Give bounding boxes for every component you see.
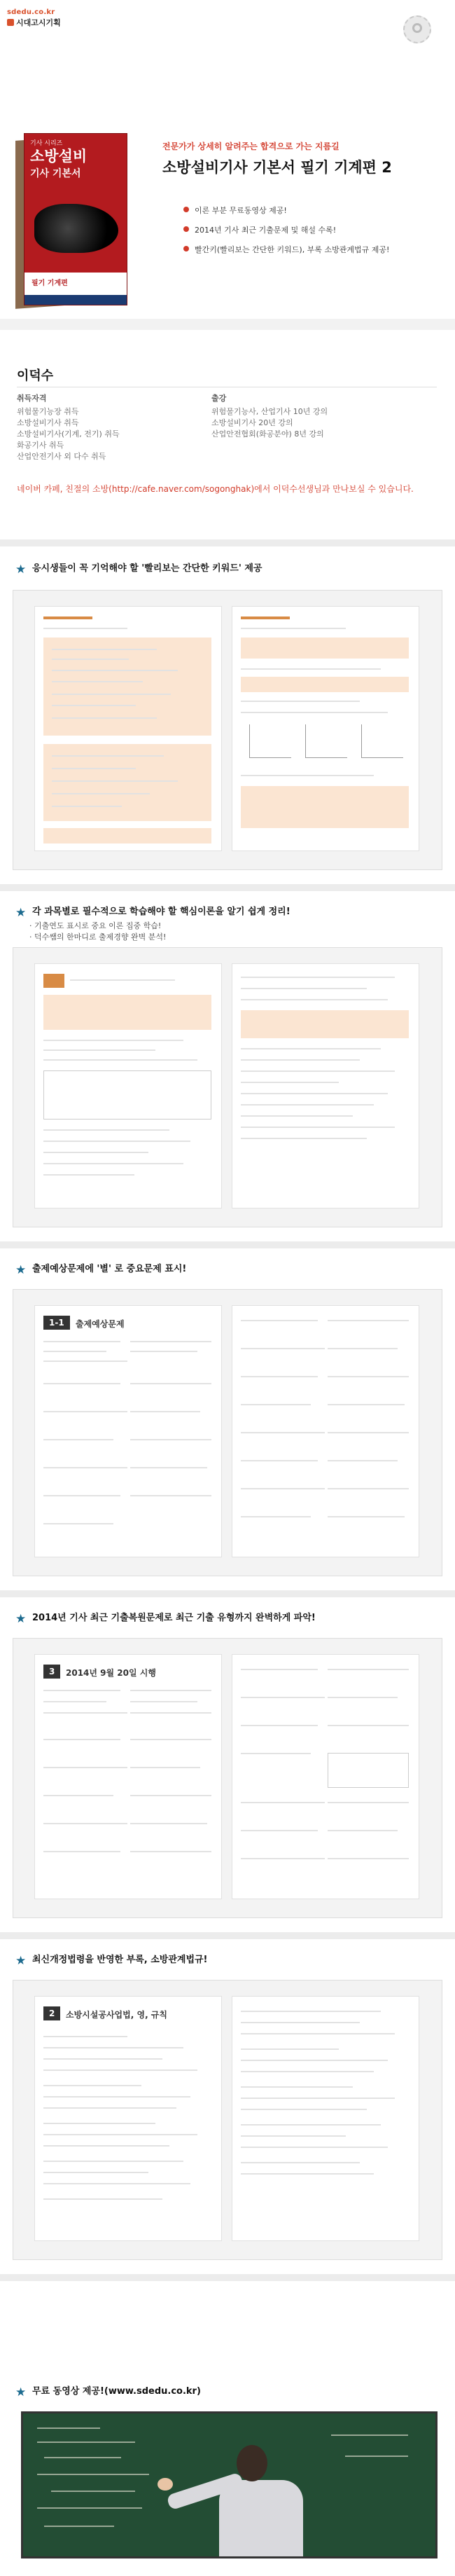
seal-icon xyxy=(403,15,431,43)
preview-page-right xyxy=(232,1996,419,2241)
lecture-item: 산업안전협회(화공분야) 8년 강의 xyxy=(211,429,324,439)
lectures-heading: 출강 xyxy=(211,394,227,403)
section-bullet: · 기출연도 표시로 중요 이론 집중 학습! xyxy=(29,921,162,930)
feature-item: 빨간키(빨리보는 간단한 키워드), 부록 소방관계법규 제공! xyxy=(183,244,449,255)
section-title: ★ 2014년 기사 최근 기출복원문제로 최근 기출 유형까지 완벽하게 파악! xyxy=(15,1612,316,1626)
section-title: ★ 무료 동영상 제공!(www.sdedu.co.kr) xyxy=(15,2385,201,2399)
preview-page-left xyxy=(34,1305,222,1557)
preview-page-left xyxy=(34,963,222,1208)
brand-logo[interactable] xyxy=(7,8,98,28)
credential-item: 산업안전기사 외 다수 취득 xyxy=(17,452,106,461)
section-divider xyxy=(0,1590,455,1597)
teacher xyxy=(219,2480,303,2558)
book-cover xyxy=(15,133,127,308)
preview-page-right xyxy=(232,606,419,851)
section-bullets xyxy=(29,921,166,943)
author-lectures xyxy=(211,392,435,440)
brand-mark-icon xyxy=(7,19,14,26)
credential-item: 소방설비기사(기계, 전기) 취득 xyxy=(17,429,120,439)
lecture-item: 소방설비기사 20년 강의 xyxy=(211,418,293,427)
section-divider xyxy=(0,1932,455,1939)
star-icon: ★ xyxy=(15,1263,27,1277)
feature-list xyxy=(183,205,449,263)
author-name: 이덕수 xyxy=(17,369,54,383)
credential-item: 위험물기능장 취득 xyxy=(17,407,79,416)
chapter-label: 출제예상문제 xyxy=(76,1319,125,1329)
star-icon: ★ xyxy=(15,563,27,577)
section-divider xyxy=(0,539,455,546)
credentials-heading: 취득자격 xyxy=(17,394,47,403)
brand-url: sdedu.co.kr xyxy=(7,8,55,16)
credential-item: 소방설비기사 취득 xyxy=(17,418,79,427)
star-icon: ★ xyxy=(15,1612,27,1626)
section-title: ★ 각 과목별로 필수적으로 학습해야 할 핵심이론을 알기 쉽게 정리! xyxy=(15,906,290,920)
book-footer xyxy=(24,273,127,305)
headline-title: 소방설비기사 기본서 필기 기계편 2 xyxy=(162,159,392,176)
section-title: ★ 응시생들이 꼭 기억해야 할 '빨리보는 간단한 키워드' 제공 xyxy=(15,563,262,577)
preview-page-right xyxy=(232,963,419,1208)
headline-tagline: 전문가가 상세히 알려주는 합격으로 가는 지름길 xyxy=(162,142,340,151)
feature-item: 이론 부분 무료동영상 제공! xyxy=(183,205,449,216)
book-illustration xyxy=(34,204,118,253)
appendix-preview xyxy=(13,1980,442,2260)
exam-preview xyxy=(13,1638,442,1918)
keyword-preview xyxy=(13,590,442,870)
theory-preview xyxy=(13,947,442,1227)
brand-name: 시대고시기획 xyxy=(7,17,98,28)
chapter-chip: 2 xyxy=(43,2006,60,2020)
book-volume: 필기 기계편 xyxy=(31,280,68,287)
section-divider xyxy=(0,2274,455,2281)
section-title: ★ 최신개정법령을 반영한 부록, 소방관계법규! xyxy=(15,1954,208,1968)
section-divider xyxy=(0,1241,455,1248)
section-divider xyxy=(0,884,455,891)
chapter-label: 2014년 9월 20일 시행 xyxy=(66,1668,156,1678)
preview-page-left xyxy=(34,1654,222,1899)
book-title: 소방설비 xyxy=(30,148,88,165)
section-title: ★ 출제예상문제에 '별' 로 중요문제 표시! xyxy=(15,1263,187,1277)
preview-page-left xyxy=(34,1996,222,2241)
headline xyxy=(162,140,442,177)
chapter-chip: 1-1 xyxy=(43,1316,70,1330)
star-icon: ★ xyxy=(15,1954,27,1968)
lecture-item: 위험물기능사, 산업기사 10년 강의 xyxy=(211,407,328,416)
star-icon: ★ xyxy=(15,906,27,920)
feature-item: 2014년 기사 최근 기출문제 및 해설 수록! xyxy=(183,224,449,235)
section-bullet: · 덕수쌤의 한마디로 출제경향 완벽 분석! xyxy=(29,932,167,942)
book-subtitle: 기사 기본서 xyxy=(30,168,81,180)
cafe-link-note[interactable]: 네이버 카페, 친절의 소방(http://cafe.naver.com/sogonghak)에서 이덕수선생님과 만나보실 수 있습니다. xyxy=(17,484,414,494)
chapter-label: 소방시설공사업법, 영, 규칙 xyxy=(66,2010,167,2020)
preview-page-right xyxy=(232,1305,419,1557)
preview-page-left xyxy=(34,606,222,851)
credential-item: 화공기사 취득 xyxy=(17,441,64,450)
lecture-video-thumbnail[interactable] xyxy=(21,2411,438,2558)
practice-preview xyxy=(13,1289,442,1576)
star-icon: ★ xyxy=(15,2385,27,2399)
chapter-chip: 3 xyxy=(43,1665,60,1679)
preview-page-right xyxy=(232,1654,419,1899)
divider xyxy=(0,319,455,330)
author-credentials xyxy=(17,392,192,462)
book-front xyxy=(24,133,127,305)
book-series: 기사 시리즈 xyxy=(30,140,63,147)
